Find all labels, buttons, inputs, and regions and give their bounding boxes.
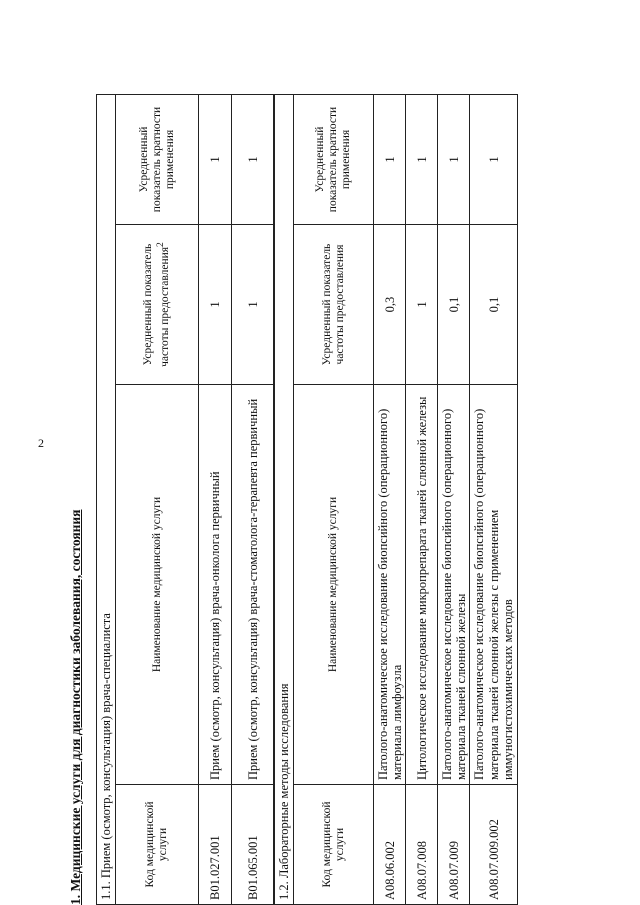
service-code: B01.065.001 [232,785,274,905]
col-header-name: Наименование медицинской услуги [116,385,199,785]
table-row [438,94,470,904]
header-row [116,94,199,904]
col-header-frequency: Усредненный показатель частоты предоставления [294,225,374,385]
table-row [406,94,438,904]
service-name: Патолого-анатомическое исследование биопсийного (операционного) материала лимфоузла [374,385,406,785]
multiplicity-value: 1 [199,94,232,224]
multiplicity-value: 1 [406,94,438,224]
col-header-code: Код медицинской услуги [294,785,374,905]
section-title-row [275,94,294,904]
frequency-value: 1 [406,225,438,385]
service-name: Прием (осмотр, консультация) врача-стоматолога-терапевта первичный [232,385,274,785]
multiplicity-value: 1 [438,94,470,224]
service-code: A08.07.009 [438,785,470,905]
page-number: 2 [38,436,44,450]
service-code: A08.07.009.002 [470,785,518,905]
col-header-code: Код медицинской услуги [116,785,199,905]
service-code: A08.06.002 [374,785,406,905]
multiplicity-value: 1 [232,94,274,224]
frequency-value: 1 [199,225,232,385]
section-title: 1.1. Прием (осмотр, консультация) врача-специалиста [97,94,116,904]
multiplicity-value: 1 [374,94,406,224]
table-lab-methods [274,94,518,905]
frequency-value: 0,1 [438,225,470,385]
col-header-frequency-text: Усредненный показатель частоты предоставления [142,243,172,367]
service-name: Патолого-анатомическое исследование биопсийного (операционного) материала тканей слюнной железы [438,385,470,785]
table-row [374,94,406,904]
table-row [470,94,518,904]
header-row [294,94,374,904]
service-name: Цитологическое исследование микропрепарата тканей слюнной железы [406,385,438,785]
service-code: B01.027.001 [199,785,232,905]
frequency-value: 0,3 [374,225,406,385]
footnote-marker: 2 [155,242,167,247]
section-heading: 1. Медицинские услуги для диагностики заболевания, состояния [68,509,83,905]
frequency-value: 1 [232,225,274,385]
col-header-multiplicity: Усредненный показатель кратности применения [294,94,374,224]
section-title: 1.2. Лабораторные методы исследования [275,94,294,904]
service-name: Патолого-анатомическое исследование биопсийного (операционного) материала тканей слюнной железы с применением иммуногистохимических методов [470,385,518,785]
col-header-frequency [116,225,199,385]
table-row [232,94,274,904]
frequency-value: 0,1 [470,225,518,385]
col-header-name: Наименование медицинской услуги [294,385,374,785]
multiplicity-value: 1 [470,94,518,224]
col-header-multiplicity: Усредненный показатель кратности применения [116,94,199,224]
service-code: A08.07.008 [406,785,438,905]
table-row [199,94,232,904]
service-name: Прием (осмотр, консультация) врача-онколога первичный [199,385,232,785]
table-consultations [96,94,274,905]
section-title-row [97,94,116,904]
